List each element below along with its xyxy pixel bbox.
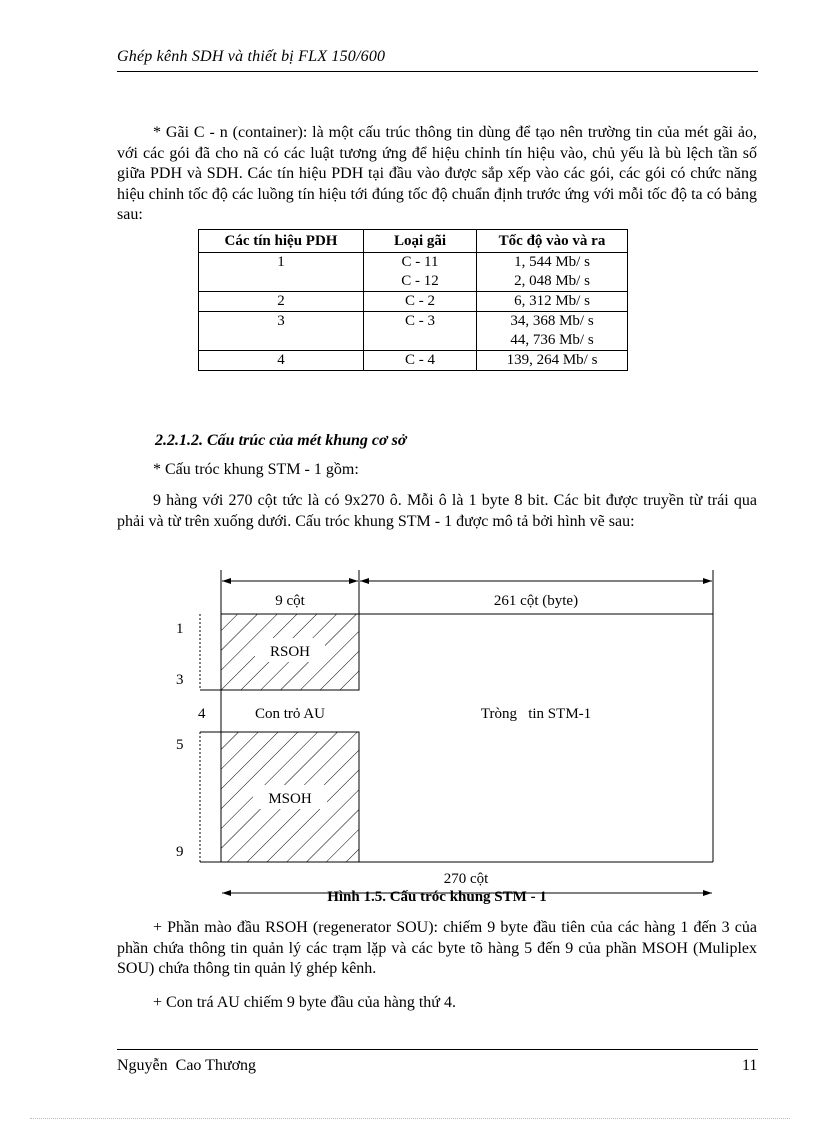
page-header-title: Ghép kênh SDH và thiết bị FLX 150/600 xyxy=(117,48,386,65)
table-header-signal: Các tín hiệu PDH xyxy=(199,230,364,253)
table-cell-rate: 1, 544 Mb/ s 2, 048 Mb/ s xyxy=(477,253,628,292)
arrow-right-icon xyxy=(349,578,358,584)
page-bottom-dotted-line xyxy=(30,1118,790,1119)
row-label-1: 1 xyxy=(176,621,184,637)
label-9-cols: 9 cột xyxy=(275,593,305,609)
arrow-left-icon xyxy=(360,578,369,584)
table-cell-type: C - 2 xyxy=(364,292,477,312)
paragraph-rsoh: + Phần mào đầu RSOH (regenerator SOU): chiếm 9 byte đầu tiên của các hàng 1 đến 3 của phần chứa thông tin quản lý các trạm lặp và các byte tõ hàng 5 đến 9 của phần MSOH (Muliplex SOU) chứa thông tin quản lý ghép kênh. xyxy=(117,919,757,977)
table-cell-rate: 139, 264 Mb/ s xyxy=(477,351,628,371)
paragraph-container-intro: * Gãi C - n (container): là một cấu trúc thông tin dùng để tạo nên trường tin của mét gãi ảo, với các gói đã cho nã có các luật tương ứng để hiệu chỉnh tín hiệu vào, chủ yếu là bù lệch tần số giữa PDH và SDH. Các tín hiệu PDH tại đầu vào được sắp xếp vào các gói, các gói có chức năng hiệu chỉnh tốc độ các luồng tín hiệu tới đúng tốc độ chuẩn định trước ứng với mỗi tốc độ ta có bảng sau: xyxy=(117,124,757,223)
label-270-cols: 270 cột xyxy=(443,871,489,887)
table-cell-rate: 6, 312 Mb/ s xyxy=(477,292,628,312)
row-label-3: 3 xyxy=(176,672,184,688)
paragraph-au: + Con trá AU chiếm 9 byte đầu của hàng thứ 4. xyxy=(153,994,456,1011)
page-number: 11 xyxy=(742,1057,758,1074)
paragraph-frame-bullet: * Cấu tróc khung STM - 1 gồm: xyxy=(153,461,359,478)
arrow-right-icon xyxy=(703,890,712,896)
footer-author: Nguyễn Cao Thương xyxy=(117,1057,257,1074)
table-cell-type: C - 4 xyxy=(364,351,477,371)
arrow-left-icon xyxy=(222,578,231,584)
table-cell-type: C - 3 xyxy=(364,312,477,351)
label-msoh: MSOH xyxy=(268,791,312,807)
row-label-5: 5 xyxy=(176,737,184,753)
label-payload: Tròng tin STM-1 xyxy=(480,706,592,722)
row-label-4: 4 xyxy=(198,706,206,722)
arrow-right-icon xyxy=(703,578,712,584)
table-header-type: Loại gãi xyxy=(364,230,477,253)
table-cell-signal: 2 xyxy=(199,292,364,312)
table-cell-rate: 34, 368 Mb/ s 44, 736 Mb/ s xyxy=(477,312,628,351)
footer-rule xyxy=(117,1049,758,1050)
label-au-pointer: Con trỏ AU xyxy=(254,706,326,722)
figure-caption: Hình 1.5. Cấu tróc khung STM - 1 xyxy=(327,889,547,905)
label-261-cols: 261 cột (byte) xyxy=(493,593,579,609)
row-label-9: 9 xyxy=(176,844,184,860)
table-cell-signal: 3 xyxy=(199,312,364,351)
table-header-rate: Tốc độ vào và ra xyxy=(477,230,628,253)
label-rsoh: RSOH xyxy=(269,644,311,660)
arrow-left-icon xyxy=(222,890,231,896)
paragraph-frame-desc: 9 hàng với 270 cột tức là có 9x270 ô. Mỗi ô là 1 byte 8 bit. Các bit được truyền từ trái qua phải và từ trên xuống dưới. Cấu tróc khung STM - 1 được mô tả bởi hình vẽ sau: xyxy=(117,492,757,530)
table-cell-signal: 1 xyxy=(199,253,364,292)
section-heading: 2.2.1.2. Cấu trúc của mét khung cơ sở xyxy=(155,432,407,449)
table-cell-type: C - 11 C - 12 xyxy=(364,253,477,292)
table-cell-signal: 4 xyxy=(199,351,364,371)
